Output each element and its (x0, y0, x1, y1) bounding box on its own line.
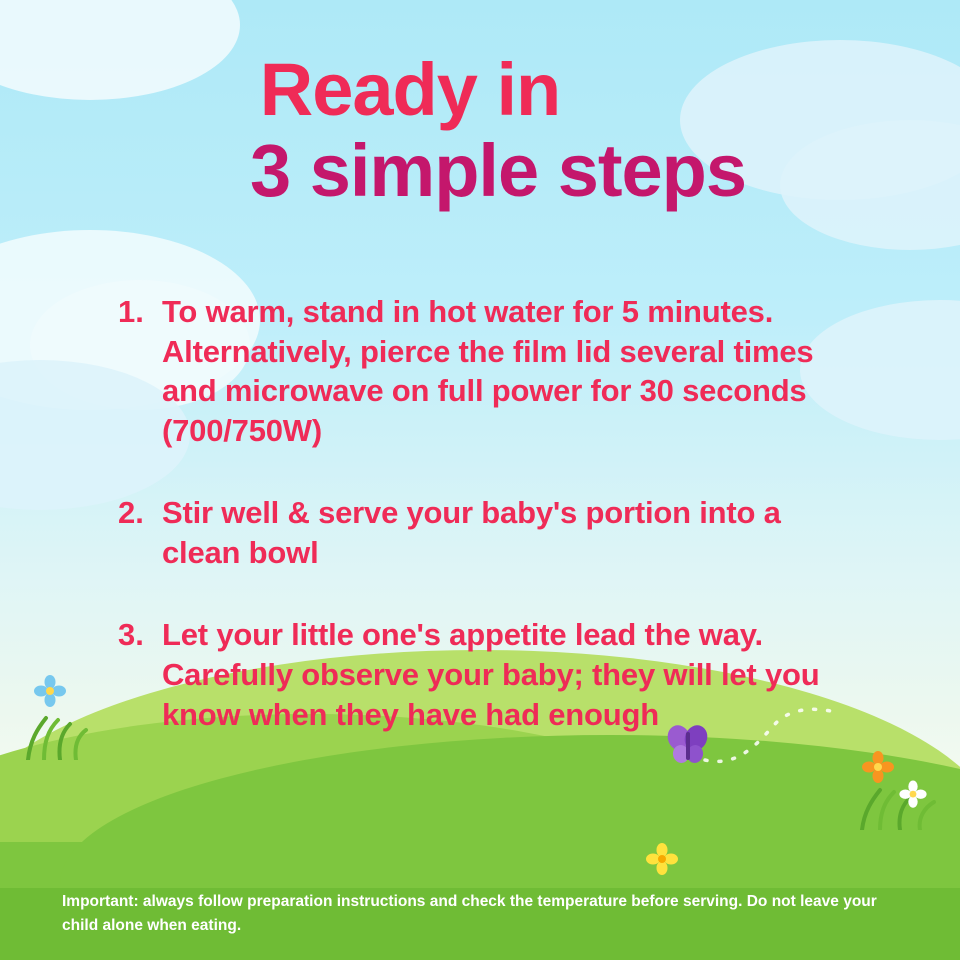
white-flower-icon (896, 778, 930, 812)
title-line-1: Ready in (259, 48, 561, 131)
list-item (118, 493, 858, 574)
step-text: Let your little one's appetite lead the way. Carefully observe your baby; they will let you know when they have had enough (162, 617, 820, 732)
step-number: 2. (118, 494, 144, 530)
step-number: 3. (118, 617, 144, 653)
page-title (0, 48, 960, 213)
footer-disclaimer: Important: always follow preparation instructions and check the temperature before serving. Do not leave your child alone when eating. (62, 892, 877, 934)
dotted-flight-path (700, 700, 840, 770)
title-line-2: 3 simple steps (249, 129, 746, 213)
step-text: Stir well & serve your baby's portion into a clean bowl (162, 494, 781, 570)
list-item (118, 292, 858, 451)
orange-flower-icon (858, 748, 898, 788)
step-text: To warm, stand in hot water for 5 minutes. Alternatively, pierce the film lid several times and microwave on full power for 30 seconds (700/750W) (162, 294, 814, 449)
blue-flower-icon (30, 672, 70, 712)
step-number: 1. (118, 294, 144, 329)
yellow-flower-icon (642, 840, 682, 880)
